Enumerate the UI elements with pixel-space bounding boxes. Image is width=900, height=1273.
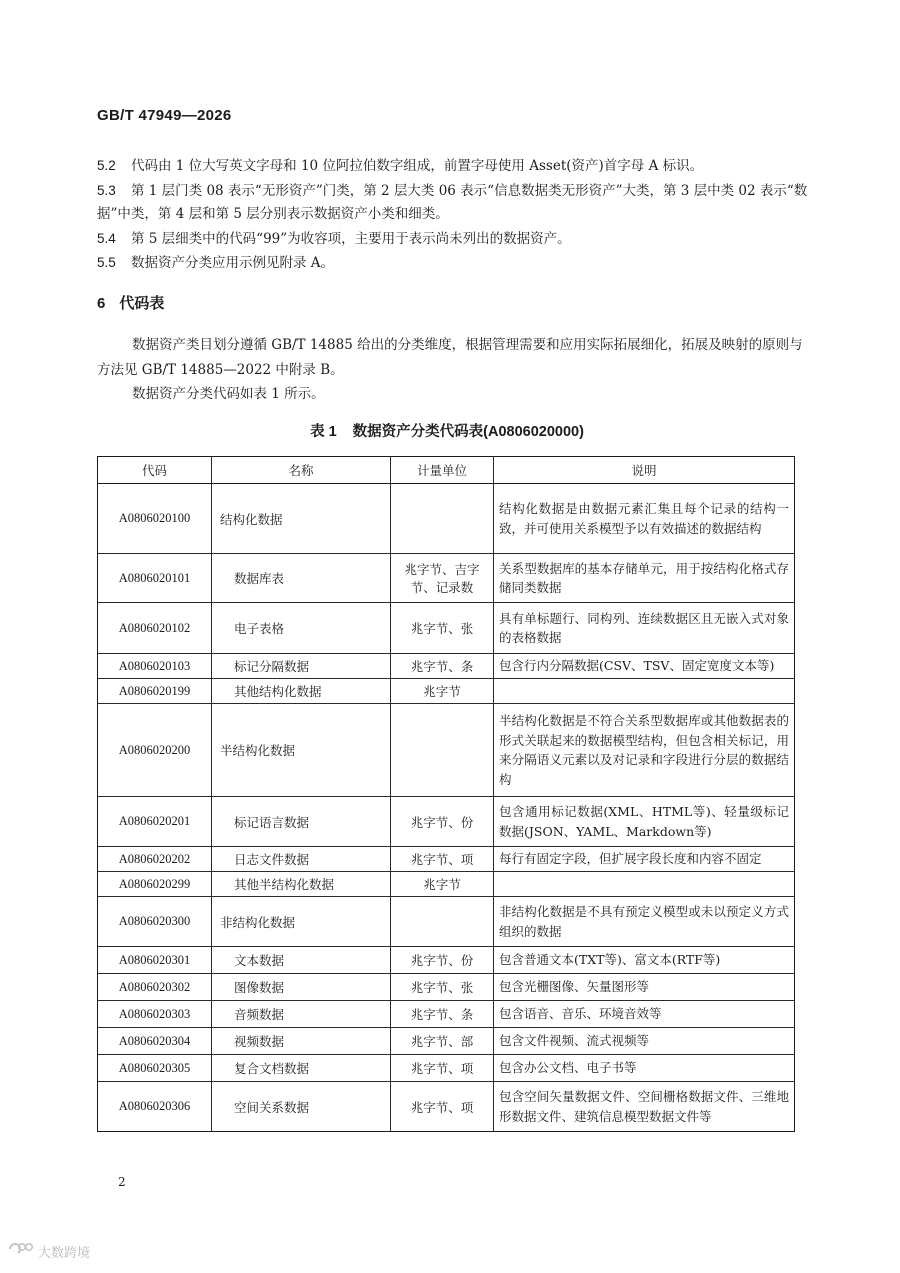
classification-code-table xyxy=(97,456,795,1132)
table-row xyxy=(98,654,795,679)
cell-unit: 兆字节、项 xyxy=(391,1055,494,1082)
table-row xyxy=(98,1028,795,1055)
cell-name: 图像数据 xyxy=(212,974,391,1001)
watermark-text: 大数跨境 xyxy=(38,1245,91,1261)
table-caption xyxy=(97,420,797,441)
clause-item xyxy=(97,251,809,276)
cell-name: 日志文件数据 xyxy=(212,847,391,872)
table-row xyxy=(98,847,795,872)
cell-name: 标记分隔数据 xyxy=(212,654,391,679)
cell-unit xyxy=(391,897,494,947)
cell-desc: 半结构化数据是不符合关系型数据库或其他数据表的形式关联起来的数据模型结构，但包含相关标记，用来分隔语义元素以及对记录和字段进行分层的数据结构 xyxy=(494,704,795,797)
cell-name: 其他半结构化数据 xyxy=(212,872,391,897)
cell-unit xyxy=(391,704,494,797)
cell-name: 结构化数据 xyxy=(212,484,391,554)
body-paragraph: 数据资产类目划分遵循 GB/T 14885 给出的分类维度，根据管理需要和应用实际拓展细化，拓展及映射的原则与方法见 GB/T 14885—2022 中附录 B。 xyxy=(97,337,803,378)
cell-unit: 兆字节、条 xyxy=(391,654,494,679)
header-unit: 计量单位 xyxy=(391,457,494,484)
table-row xyxy=(98,1001,795,1028)
cell-code: A0806020305 xyxy=(98,1055,212,1082)
cell-code: A0806020302 xyxy=(98,974,212,1001)
cell-code: A0806020306 xyxy=(98,1082,212,1132)
cell-code: A0806020201 xyxy=(98,797,212,847)
section-heading xyxy=(97,292,164,313)
cell-code: A0806020199 xyxy=(98,679,212,704)
cell-code: A0806020299 xyxy=(98,872,212,897)
cell-name: 文本数据 xyxy=(212,947,391,974)
cell-unit xyxy=(391,484,494,554)
table-row xyxy=(98,603,795,654)
cell-name: 其他结构化数据 xyxy=(212,679,391,704)
table-row xyxy=(98,872,795,897)
cell-unit: 兆字节、张 xyxy=(391,974,494,1001)
clause-list xyxy=(97,154,809,276)
cell-unit: 兆字节、张 xyxy=(391,603,494,654)
cell-desc: 包含光栅图像、矢量图形等 xyxy=(494,974,795,1001)
header-name: 名称 xyxy=(212,457,391,484)
cell-unit: 兆字节、项 xyxy=(391,847,494,872)
clause-text: 数据资产分类应用示例见附录 A。 xyxy=(131,255,335,271)
cell-name: 非结构化数据 xyxy=(212,897,391,947)
cell-code: A0806020301 xyxy=(98,947,212,974)
table-row xyxy=(98,554,795,603)
cell-unit: 兆字节、份 xyxy=(391,797,494,847)
cell-code: A0806020103 xyxy=(98,654,212,679)
watermark xyxy=(6,1240,90,1262)
cell-desc: 结构化数据是由数据元素汇集且每个记录的结构一致，并可使用关系模型予以有效描述的数据结构 xyxy=(494,484,795,554)
cell-desc: 关系型数据库的基本存储单元，用于按结构化格式存储同类数据 xyxy=(494,554,795,603)
cell-code: A0806020102 xyxy=(98,603,212,654)
cell-code: A0806020300 xyxy=(98,897,212,947)
clause-text: 代码由 1 位大写英文字母和 10 位阿拉伯数字组成，前置字母使用 Asset(资产)首字母 A 标识。 xyxy=(131,158,704,174)
body-paragraph: 数据资产分类代码如表 1 所示。 xyxy=(132,386,325,402)
cell-code: A0806020303 xyxy=(98,1001,212,1028)
cell-desc: 包含办公文档、电子书等 xyxy=(494,1055,795,1082)
cell-desc: 包含文件视频、流式视频等 xyxy=(494,1028,795,1055)
cell-unit: 兆字节、部 xyxy=(391,1028,494,1055)
table-row xyxy=(98,947,795,974)
table-row xyxy=(98,797,795,847)
cell-desc: 包含行内分隔数据(CSV、TSV、固定宽度文本等) xyxy=(494,654,795,679)
cell-desc: 具有单标题行、同构列、连续数据区且无嵌入式对象的表格数据 xyxy=(494,603,795,654)
cell-name: 电子表格 xyxy=(212,603,391,654)
cell-unit: 兆字节、吉字节、记录数 xyxy=(391,554,494,603)
table-title: 数据资产分类代码表(A0806020000) xyxy=(352,424,584,440)
cell-desc: 非结构化数据是不具有预定义模型或未以预定义方式组织的数据 xyxy=(494,897,795,947)
cell-name: 空间关系数据 xyxy=(212,1082,391,1132)
clause-number: 5.2 xyxy=(97,158,116,173)
cell-desc xyxy=(494,679,795,704)
cell-desc: 包含普通文本(TXT等)、富文本(RTF等) xyxy=(494,947,795,974)
clause-number: 5.3 xyxy=(97,182,116,198)
table-row xyxy=(98,1055,795,1082)
cell-desc: 每行有固定字段，但扩展字段长度和内容不固定 xyxy=(494,847,795,872)
cell-code: A0806020101 xyxy=(98,554,212,603)
clause-number: 5.5 xyxy=(97,255,116,270)
cell-name: 标记语言数据 xyxy=(212,797,391,847)
cell-unit: 兆字节 xyxy=(391,872,494,897)
cell-desc: 包含语音、音乐、环境音效等 xyxy=(494,1001,795,1028)
cell-unit: 兆字节、份 xyxy=(391,947,494,974)
header-code: 代码 xyxy=(98,457,212,484)
table-header-row xyxy=(98,457,795,484)
cell-name: 复合文档数据 xyxy=(212,1055,391,1082)
clause-item xyxy=(97,154,809,179)
cell-code: A0806020200 xyxy=(98,704,212,797)
clause-text: 第 1 层门类 08 表示“无形资产”门类，第 2 层大类 06 表示“信息数据类无形资产”大类，第 3 层中类 02 表示“数据”中类，第 4 层和第 5 层分别表示数据资产小类和细类。 xyxy=(97,182,808,222)
cell-code: A0806020100 xyxy=(98,484,212,554)
cell-desc: 包含空间矢量数据文件、空间栅格数据文件、三维地形数据文件、建筑信息模型数据文件等 xyxy=(494,1082,795,1132)
table-row xyxy=(98,704,795,797)
cell-unit: 兆字节、项 xyxy=(391,1082,494,1132)
cell-desc: 包含通用标记数据(XML、HTML等)、轻量级标记数据(JSON、YAML、Markdown等) xyxy=(494,797,795,847)
cell-desc xyxy=(494,872,795,897)
header-desc: 说明 xyxy=(494,457,795,484)
clause-item xyxy=(97,179,809,227)
section-title: 代码表 xyxy=(119,295,165,312)
cell-name: 半结构化数据 xyxy=(212,704,391,797)
table-row xyxy=(98,679,795,704)
cell-code: A0806020202 xyxy=(98,847,212,872)
watermark-logo-icon xyxy=(6,1240,38,1262)
table-row xyxy=(98,1082,795,1132)
page-number: 2 xyxy=(118,1175,126,1189)
clause-number: 5.4 xyxy=(97,230,116,246)
cell-name: 音频数据 xyxy=(212,1001,391,1028)
clause-item xyxy=(97,227,809,252)
table-number: 表 1 xyxy=(310,424,337,440)
cell-name: 数据库表 xyxy=(212,554,391,603)
table-row xyxy=(98,897,795,947)
cell-unit: 兆字节 xyxy=(391,679,494,704)
cell-code: A0806020304 xyxy=(98,1028,212,1055)
table-row xyxy=(98,974,795,1001)
clause-text: 第 5 层细类中的代码“99”为收容项，主要用于表示尚未列出的数据资产。 xyxy=(131,230,571,247)
standard-code: GB/T 47949—2026 xyxy=(97,107,232,124)
section-number: 6 xyxy=(97,295,106,312)
cell-unit: 兆字节、条 xyxy=(391,1001,494,1028)
cell-name: 视频数据 xyxy=(212,1028,391,1055)
table-row xyxy=(98,484,795,554)
